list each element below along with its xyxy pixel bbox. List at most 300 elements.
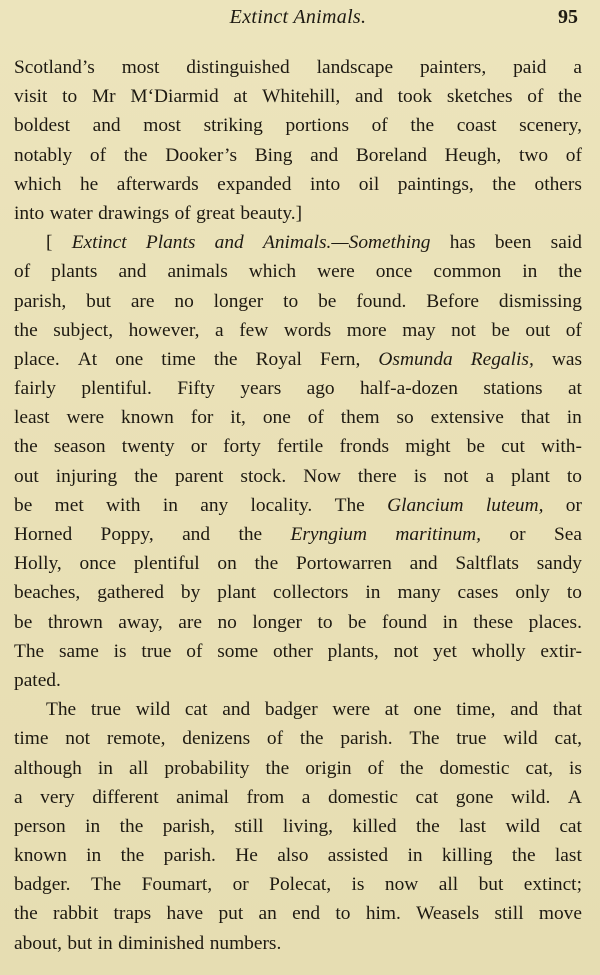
- word: landscape: [316, 57, 394, 78]
- word: few: [239, 319, 269, 341]
- word: place.: [14, 348, 60, 370]
- word: cases: [457, 582, 499, 604]
- word: Animals.—Something: [262, 232, 431, 254]
- word: more: [346, 319, 387, 341]
- word: visit: [14, 86, 48, 108]
- word: origin: [305, 757, 352, 779]
- word: maritinum,: [395, 524, 482, 545]
- word: The: [334, 494, 365, 516]
- word: said: [550, 232, 582, 254]
- word: still: [494, 903, 524, 925]
- word: time: [14, 728, 49, 750]
- word: killed: [352, 815, 397, 837]
- page-header: [14, 6, 582, 34]
- word: Poppy,: [100, 524, 154, 545]
- word: might: [405, 436, 451, 458]
- word: all: [128, 757, 149, 779]
- word: Portowarren: [296, 553, 392, 575]
- word: and: [182, 524, 211, 545]
- word: The: [14, 640, 45, 662]
- word: to: [283, 290, 299, 312]
- word: however,: [128, 319, 200, 341]
- word: and: [118, 261, 147, 283]
- word: season: [53, 436, 106, 458]
- word: he: [79, 173, 99, 195]
- word: Fifty: [177, 378, 215, 400]
- word: and: [510, 699, 539, 721]
- word: paid: [513, 57, 547, 78]
- word: oil: [358, 173, 380, 195]
- word: stock.: [240, 465, 287, 487]
- text-line: [14, 432, 582, 461]
- word: extensive: [430, 407, 504, 429]
- word: has: [449, 232, 476, 254]
- word: luteum,: [485, 494, 544, 516]
- word: Mr: [91, 86, 116, 108]
- word: been: [494, 232, 532, 254]
- word: paintings,: [397, 173, 474, 195]
- word: Polecat,: [269, 874, 332, 896]
- word: the: [415, 815, 440, 837]
- word: also: [277, 845, 309, 867]
- word: plants,: [327, 640, 379, 662]
- word: in: [522, 261, 538, 283]
- word: be: [14, 494, 33, 516]
- word: may: [402, 319, 436, 341]
- word: afterwards: [116, 173, 199, 195]
- word: parish,: [14, 290, 67, 312]
- word: found.: [356, 290, 407, 312]
- word: the: [492, 173, 516, 195]
- word: met: [54, 494, 84, 516]
- word: most: [143, 115, 181, 137]
- word: fronds: [339, 436, 390, 458]
- word: longer: [252, 611, 302, 633]
- word: only: [515, 582, 550, 604]
- word: with-: [541, 436, 582, 458]
- word: the: [123, 144, 148, 166]
- word: of: [527, 86, 544, 108]
- word: some: [217, 640, 259, 662]
- word: dismissing: [498, 290, 582, 312]
- word: of: [266, 728, 284, 750]
- word: in: [365, 582, 381, 604]
- word: extir-: [540, 640, 582, 662]
- word: water: [49, 202, 93, 224]
- word: M‘Diarmid: [130, 86, 219, 108]
- word: gathered: [97, 582, 164, 604]
- word: a: [301, 786, 311, 808]
- word: into: [14, 202, 45, 224]
- text-line: [14, 199, 582, 228]
- word: but: [478, 874, 504, 896]
- word: living,: [282, 815, 333, 837]
- word: for: [190, 407, 214, 429]
- word: at: [384, 699, 399, 721]
- word: domestic: [327, 786, 398, 808]
- word: wild.: [510, 786, 551, 808]
- word: the: [265, 757, 290, 779]
- word: there: [357, 465, 397, 487]
- word: parish,: [162, 815, 215, 837]
- word: the: [120, 845, 145, 867]
- text-line: [14, 520, 582, 549]
- word: different: [92, 786, 159, 808]
- word: half-a-dozen: [359, 378, 458, 400]
- word: about,: [14, 932, 62, 954]
- word: the: [119, 815, 144, 837]
- word: be: [318, 290, 337, 312]
- word: in: [85, 815, 101, 837]
- word: gone: [455, 786, 494, 808]
- word: Weasels: [416, 903, 480, 925]
- word: and: [92, 115, 121, 137]
- word: [: [46, 232, 53, 254]
- word: of: [371, 115, 388, 137]
- word: sketches: [446, 86, 513, 108]
- word: or: [565, 494, 582, 516]
- word: numbers.: [209, 932, 282, 954]
- word: in: [442, 611, 458, 633]
- word: notably: [14, 144, 73, 166]
- word: not: [451, 319, 476, 341]
- word: known: [121, 407, 174, 429]
- word: Heugh,: [444, 144, 502, 166]
- paragraph: [14, 53, 582, 228]
- word: Glancium: [387, 494, 464, 516]
- word: pated.: [14, 669, 61, 691]
- word: least: [14, 407, 50, 429]
- text-line: [14, 812, 582, 841]
- word: is: [351, 874, 365, 896]
- word: the: [558, 261, 582, 283]
- word: The: [46, 699, 77, 721]
- word: parent: [174, 465, 224, 487]
- paragraph: [14, 228, 582, 695]
- word: Holly,: [14, 553, 62, 575]
- word: Royal: [255, 348, 302, 370]
- word: these: [473, 611, 514, 633]
- word: animal: [176, 786, 229, 808]
- word: portions: [285, 115, 349, 137]
- word: Sea: [553, 524, 582, 545]
- word: stations: [483, 378, 543, 400]
- word: two: [518, 144, 549, 166]
- word: a: [485, 465, 495, 487]
- text-line: [14, 899, 582, 928]
- word: out: [525, 319, 551, 341]
- word: of: [14, 261, 31, 283]
- word: the: [14, 903, 38, 925]
- word: Osmunda: [378, 348, 453, 370]
- word: The: [90, 874, 122, 896]
- word: that: [552, 699, 582, 721]
- word: sandy: [536, 553, 582, 575]
- word: from: [246, 786, 285, 808]
- word: places.: [528, 611, 582, 633]
- word: Whitehill,: [262, 86, 341, 108]
- word: which: [248, 261, 297, 283]
- word: of: [186, 640, 203, 662]
- word: and: [310, 144, 339, 166]
- word: the: [558, 86, 582, 108]
- word: the: [238, 524, 263, 545]
- word: boldest: [14, 115, 71, 137]
- word: are: [178, 611, 202, 633]
- text-line: [14, 82, 582, 111]
- word: Plants: [145, 232, 196, 254]
- text-line: [14, 666, 582, 695]
- word: Foumart,: [141, 874, 213, 896]
- word: diminished: [118, 932, 205, 954]
- word: domestic: [439, 757, 510, 779]
- word: words: [283, 319, 332, 341]
- word: of: [565, 144, 582, 166]
- word: be: [348, 611, 367, 633]
- word: badger: [264, 699, 318, 721]
- word: wild: [503, 728, 538, 750]
- word: injuring: [55, 465, 118, 487]
- word: expanded: [217, 173, 292, 195]
- word: parish.: [163, 845, 216, 867]
- word: plants: [51, 261, 98, 283]
- word: other: [272, 640, 313, 662]
- word: or: [232, 874, 249, 896]
- word: of: [565, 319, 582, 341]
- word: the: [134, 465, 158, 487]
- word: locality.: [250, 494, 313, 516]
- word: last: [554, 845, 582, 867]
- word: Saltflats: [455, 553, 519, 575]
- word: of: [307, 407, 324, 429]
- word: person: [14, 815, 66, 837]
- word: at: [567, 378, 582, 400]
- word: one: [115, 348, 144, 370]
- word: probability: [164, 757, 250, 779]
- word: have: [166, 903, 204, 925]
- word: great: [196, 202, 235, 224]
- text-line: [14, 170, 582, 199]
- word: same: [58, 640, 99, 662]
- word: was: [551, 348, 582, 370]
- word: cat: [559, 815, 582, 837]
- word: although: [14, 757, 82, 779]
- word: badger.: [14, 874, 71, 896]
- word: thrown: [47, 611, 103, 633]
- word: Before: [426, 290, 480, 312]
- text-line: [14, 287, 582, 316]
- word: once: [375, 261, 413, 283]
- word: very: [40, 786, 75, 808]
- running-head: Extinct Animals.: [229, 6, 367, 28]
- word: Regalis,: [470, 348, 534, 370]
- word: no: [174, 290, 194, 312]
- word: last: [459, 815, 487, 837]
- word: parish.: [340, 728, 393, 750]
- word: were: [332, 699, 371, 721]
- text-line: [14, 53, 582, 82]
- word: but: [86, 290, 111, 312]
- word: longer: [213, 290, 264, 312]
- word: The: [409, 728, 440, 750]
- word: a: [573, 57, 582, 78]
- text-line: [14, 608, 582, 637]
- word: one: [413, 699, 442, 721]
- word: Boreland: [355, 144, 427, 166]
- word: so: [396, 407, 414, 429]
- word: fairly: [14, 378, 56, 400]
- word: denizens: [182, 728, 251, 750]
- word: common: [433, 261, 502, 283]
- text-line: [14, 841, 582, 870]
- word: painters,: [419, 57, 487, 78]
- word: cat,: [554, 728, 582, 750]
- word: cat: [415, 786, 439, 808]
- text-line: [14, 637, 582, 666]
- word: collectors: [273, 582, 349, 604]
- word: cat: [184, 699, 208, 721]
- word: which: [14, 173, 62, 195]
- word: by: [180, 582, 201, 604]
- word: the: [14, 319, 38, 341]
- word: cut: [501, 436, 525, 458]
- word: years: [240, 378, 282, 400]
- word: a: [14, 786, 23, 808]
- word: Fern,: [319, 348, 361, 370]
- text-line: [14, 111, 582, 140]
- word: move: [538, 903, 582, 925]
- word: Bing: [254, 144, 293, 166]
- text-line: [14, 345, 582, 374]
- word: striking: [203, 115, 263, 137]
- word: in: [97, 757, 113, 779]
- word: known: [14, 845, 67, 867]
- word: Eryngium: [290, 524, 367, 545]
- body-text: [14, 53, 582, 958]
- word: rabbit: [53, 903, 99, 925]
- word: is: [113, 640, 127, 662]
- word: beaches,: [14, 582, 81, 604]
- word: cat,: [525, 757, 553, 779]
- word: twenty: [121, 436, 175, 458]
- word: not: [443, 465, 469, 487]
- word: plant: [217, 582, 257, 604]
- word: still: [234, 815, 264, 837]
- word: be: [14, 611, 33, 633]
- word: many: [397, 582, 441, 604]
- word: in: [566, 407, 582, 429]
- word: killing: [441, 845, 493, 867]
- word: Now: [303, 465, 341, 487]
- word: once: [79, 553, 117, 575]
- word: the: [410, 115, 435, 137]
- text-line: [14, 549, 582, 578]
- word: to: [566, 465, 582, 487]
- word: be: [466, 436, 485, 458]
- word: in: [407, 845, 423, 867]
- word: Scotland’s: [14, 57, 95, 78]
- word: to: [317, 611, 333, 633]
- word: extinct;: [523, 874, 582, 896]
- word: coast: [456, 115, 497, 137]
- word: or: [509, 524, 526, 545]
- word: at: [233, 86, 248, 108]
- word: are: [130, 290, 155, 312]
- text-line: [14, 257, 582, 286]
- word: were: [317, 261, 355, 283]
- word: remote,: [106, 728, 166, 750]
- word: wholly: [471, 640, 526, 662]
- word: now: [384, 874, 419, 896]
- word: plentiful.: [81, 378, 152, 400]
- text-line: [14, 783, 582, 812]
- word: of: [89, 144, 107, 166]
- text-line: [14, 374, 582, 403]
- word: true: [90, 699, 122, 721]
- word: beauty.]: [240, 202, 303, 224]
- text-line: [14, 141, 582, 170]
- word: scenery,: [519, 115, 582, 137]
- word: into: [310, 173, 341, 195]
- word: him.: [365, 903, 401, 925]
- word: to: [62, 86, 78, 108]
- word: animals: [167, 261, 228, 283]
- word: no: [217, 611, 237, 633]
- word: all: [438, 874, 459, 896]
- word: time,: [456, 699, 496, 721]
- word: were: [66, 407, 105, 429]
- word: them: [340, 407, 380, 429]
- word: A: [567, 786, 582, 808]
- word: took: [397, 86, 433, 108]
- word: fertile: [276, 436, 324, 458]
- word: wild: [505, 815, 540, 837]
- word: forty: [223, 436, 261, 458]
- text-line: [14, 695, 582, 724]
- word: out: [14, 465, 39, 487]
- word: is: [413, 465, 427, 487]
- word: the: [14, 436, 38, 458]
- word: with: [106, 494, 141, 516]
- text-line: [14, 929, 582, 958]
- text-line: [14, 870, 582, 899]
- word: ago: [306, 378, 335, 400]
- word: any: [200, 494, 229, 516]
- word: put: [218, 903, 244, 925]
- text-line: [14, 462, 582, 491]
- word: it,: [230, 407, 246, 429]
- word: in: [162, 494, 178, 516]
- word: At: [77, 348, 98, 370]
- word: and: [222, 699, 251, 721]
- word: or: [190, 436, 207, 458]
- word: plentiful: [133, 553, 200, 575]
- word: subject,: [53, 319, 114, 341]
- text-line: [14, 754, 582, 783]
- word: the: [254, 553, 279, 575]
- text-line: [14, 578, 582, 607]
- word: traps: [113, 903, 152, 925]
- word: plant: [511, 465, 550, 487]
- text-line: [14, 228, 582, 257]
- word: Extinct: [71, 232, 127, 254]
- word: the: [213, 348, 238, 370]
- word: be: [491, 319, 510, 341]
- word: the: [299, 728, 324, 750]
- text-line: [14, 316, 582, 345]
- word: Horned: [14, 524, 73, 545]
- word: the: [511, 845, 536, 867]
